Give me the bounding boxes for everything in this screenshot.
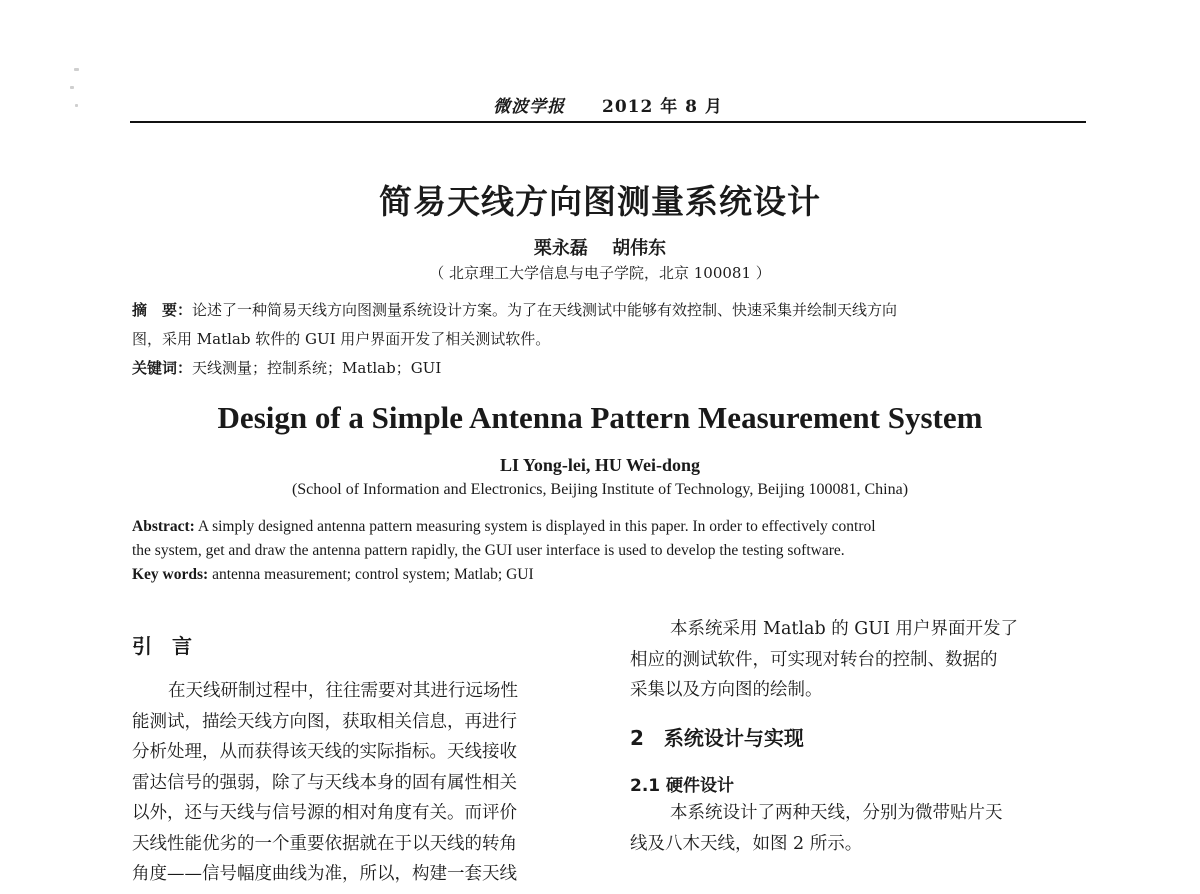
- keywords-en-text: antenna measurement; control system; Matlab; GUI: [212, 566, 534, 583]
- abstract-en-line: the system, get and draw the antenna pattern rapidly, the GUI user interface is used to develop the testing software.: [132, 542, 845, 559]
- keywords-en-label: Key words:: [132, 566, 209, 583]
- journal-name: 微波学报: [493, 97, 566, 117]
- authors-cn: [0, 234, 1200, 260]
- section-heading-system-design: 2 系统设计与实现: [630, 726, 804, 750]
- left-column-body: [132, 676, 518, 890]
- abstract-cn: [132, 296, 897, 383]
- running-header: [130, 92, 1086, 117]
- abstract-cn-line: 图，采用 Matlab 软件的 GUI 用户界面开发了相关测试软件。: [132, 330, 551, 348]
- paper-title-cn: 简易天线方向图测量系统设计: [379, 182, 821, 221]
- body-line: 角度——信号幅度曲线为准，所以，构建一套天线: [132, 864, 517, 884]
- abstract-en-line: [132, 515, 876, 539]
- right-column-intro: [630, 614, 1018, 706]
- body-line: 采集以及方向图的绘制。: [630, 680, 823, 700]
- issue-date: 2012 年 8 月: [602, 97, 723, 117]
- body-line: 分析处理，从而获得该天线的实际指标。天线接收: [132, 742, 517, 762]
- scan-speck: [70, 86, 74, 89]
- body-line: 相应的测试软件，可实现对转台的控制、数据的: [630, 649, 998, 670]
- body-line: 雷达信号的强弱，除了与天线本身的固有属性相关: [132, 772, 517, 793]
- section-heading-introduction: 引 言: [132, 634, 192, 658]
- scan-speck: [74, 68, 79, 71]
- abstract-cn-line: [132, 296, 897, 325]
- keywords-cn-text: 天线测量；控制系统；Matlab；GUI: [192, 359, 442, 377]
- right-column-hardware: [630, 798, 1003, 859]
- abstract-en: [132, 515, 876, 587]
- affiliation-cn: （ 北京理工大学信息与电子学院，北京 100081 ）: [429, 264, 771, 282]
- header-rule: [130, 121, 1086, 123]
- keywords-en: [132, 563, 876, 587]
- author-cn: 胡伟东: [612, 238, 667, 259]
- scan-speck: [75, 104, 78, 107]
- abstract-cn-text: 论述了一种简易天线方向图测量系统设计方案。为了在天线测试中能够有效控制、快速采集并绘制天线方向: [192, 301, 898, 319]
- abstract-en-label: Abstract:: [132, 518, 195, 535]
- authors-en: LI Yong-lei, HU Wei-dong: [499, 455, 701, 475]
- body-line: 本系统采用 Matlab 的 GUI 用户界面开发了: [670, 619, 1019, 639]
- abstract-cn-label: 摘 要：: [132, 301, 193, 319]
- keywords-cn: [132, 354, 897, 383]
- paper-title-en: Design of a Simple Antenna Pattern Measurement System: [217, 400, 983, 435]
- body-line: 本系统设计了两种天线，分别为微带贴片天: [670, 803, 1003, 823]
- body-line: 能测试，描绘天线方向图，获取相关信息，再进行: [132, 711, 517, 732]
- subsection-heading-hardware: 2.1 硬件设计: [630, 776, 735, 796]
- abstract-en-text: A simply designed antenna pattern measuring system is displayed in this paper. In order to effectively control: [194, 518, 876, 535]
- keywords-cn-label: 关键词：: [132, 359, 193, 377]
- affiliation-en: (School of Information and Electronics, Beijing Institute of Technology, Beijing 100081, China): [291, 481, 909, 498]
- author-cn: 栗永磊: [533, 238, 588, 259]
- body-line: 天线性能优劣的一个重要依据就在于以天线的转角: [132, 833, 517, 854]
- body-line: 线及八木天线，如图 2 所示。: [630, 833, 863, 854]
- body-line: 以外，还与天线与信号源的相对角度有关。而评价: [132, 803, 517, 823]
- body-line: 在天线研制过程中，往往需要对其进行远场性: [168, 681, 518, 701]
